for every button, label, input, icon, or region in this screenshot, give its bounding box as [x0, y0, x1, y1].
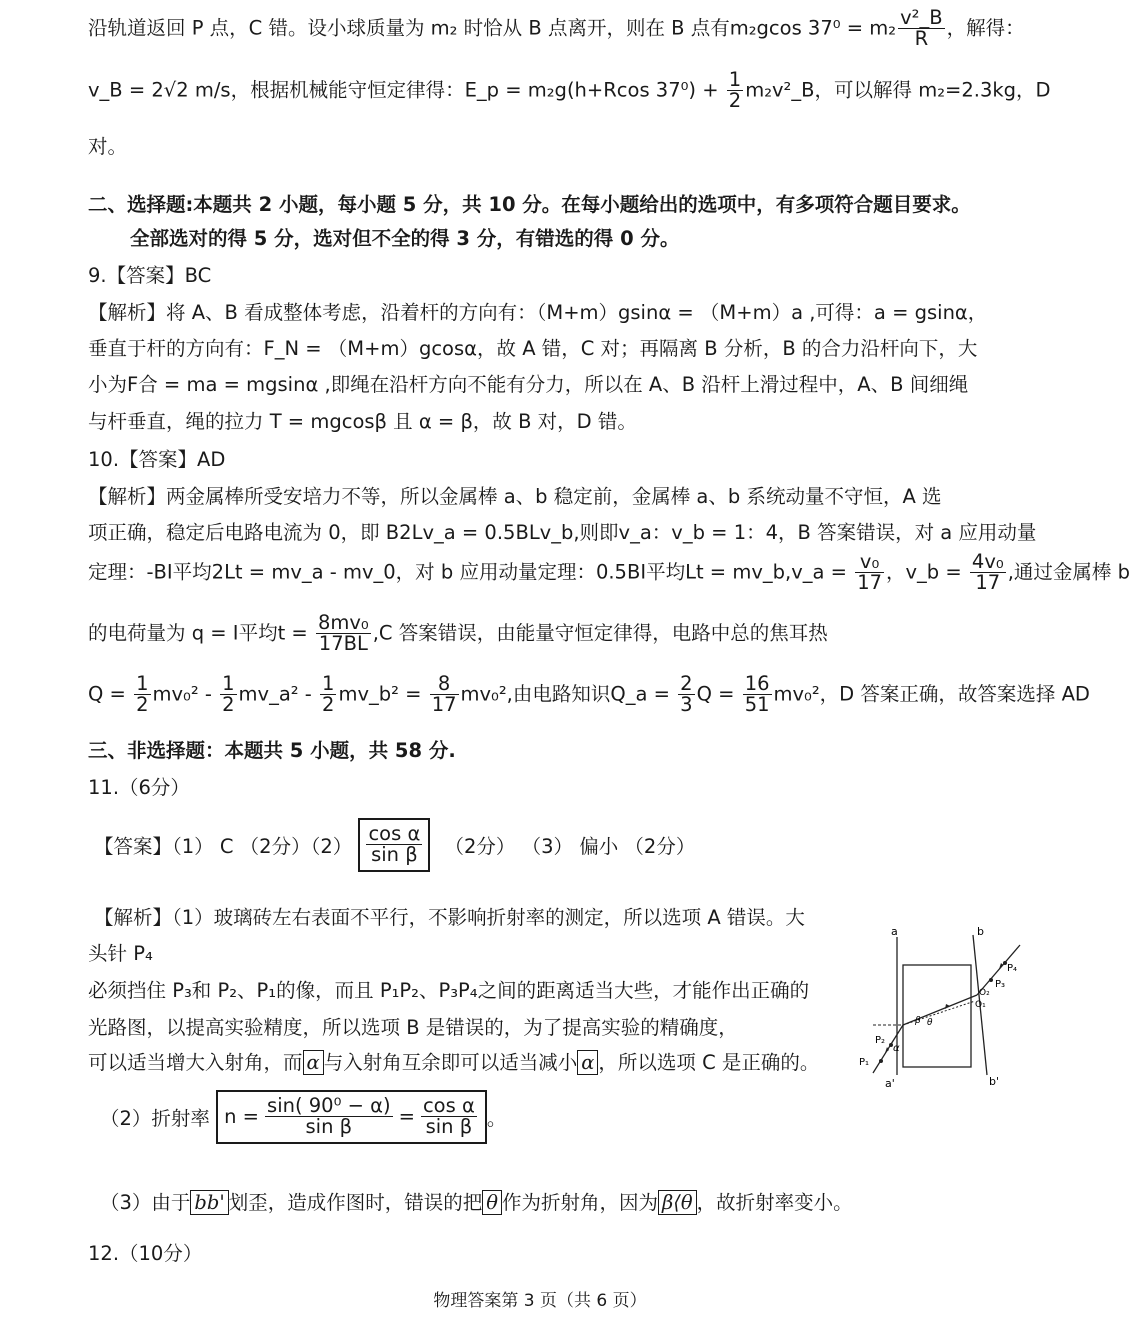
text: v_B = 2√2 m/s，根据机械能守恒定律得：E_p = m₂g(h+Rcos 37⁰) + — [88, 78, 725, 102]
text-line-2 — [88, 70, 1051, 112]
svg-text:P₂: P₂ — [875, 1035, 886, 1046]
text: m₂v²_B，可以解得 m₂=2.3kg，D — [745, 78, 1051, 102]
q10-explain-2: 项正确，稳定后电路电流为 0，即 B2Lv_a = 0.5BLv_b,则即v_a：v_b = 1：4，B 答案错误，对 a 应用动量 — [88, 521, 1037, 544]
boxed-formula: n = $\frac{\text{sin( 90⁰ − α)}}{\text{sin β}}$ = $\frac{\text{cos α}}{\text{sin β}}$ — [216, 1090, 487, 1144]
svg-text:β: β — [915, 1016, 921, 1026]
formula: m₂gcos 37⁰ = m₂ — [729, 16, 897, 40]
fraction: $\frac{\text{v²\_B}}{R}$ — [900, 6, 943, 51]
q11-explain-1: 【解析】（1）玻璃砖左右表面不平行，不影响折射率的测定，所以选项 A 错误。大 — [94, 906, 805, 929]
svg-text:P₃: P₃ — [995, 979, 1006, 990]
refraction-diagram — [855, 925, 1030, 1095]
svg-text:P₁: P₁ — [859, 1057, 870, 1068]
svg-text:θ: θ — [927, 1018, 933, 1028]
svg-text:a': a' — [885, 1077, 895, 1090]
q10-explain-5: Q = $\frac{1}{2}$ mv₀² - $\frac{1}{2}$ mv_a² - $\frac{1}{2}$ mv_b² = $\frac{8}{17}$ mv₀²,由电路知识Q_a = $\frac{2}{3}$ Q = $\frac{16}{51}$ mv₀²，D 答案正确，故答案选择 AD — [88, 672, 1090, 717]
q10-explain-4: 的电荷量为 q = I平均t = $\frac{\text{8mv₀}}{17BL}$ ,C 答案错误，由能量守恒定律得，电路中总的焦耳热 — [88, 611, 828, 656]
section-heading-2: 二、选择题:本题共 2 小题，每小题 5 分，共 10 分。在每小题给出的选项中，有多项符合题目要求。 — [88, 193, 971, 216]
q11-explain-4: 光路图，以提高实验精度，所以选项 B 是错误的，为了提高实验的精确度， — [88, 1016, 738, 1039]
q9-explain-4: 与杆垂直，绳的拉力 T = mgcosβ 且 α = β，故 B 对，D 错。 — [88, 410, 637, 433]
q11-explain-6: （2）折射率 n = $\frac{\text{sin( 90⁰ − α)}}{\text{sin β}}$ = $\frac{\text{cos α}}{\text{sin β}}$ 。 — [100, 1090, 506, 1144]
q9-explain-1: 【解析】将 A、B 看成整体考虑，沿着杆的方向有：（M+m）gsinα = （M+m）a ,可得：a = gsinα， — [88, 301, 988, 324]
text-line-3: 对。 — [88, 135, 128, 158]
svg-text:O₂: O₂ — [979, 988, 990, 998]
q12-title: 12.（10分） — [88, 1242, 203, 1265]
q10-explain-3: 定理：-BI平均2Lt = mv_a - mv_0，对 b 应用动量定理：0.5BI平均Lt = mv_b,v_a = $\frac{\text{v₀}}{17}$ ，v_b = $\frac{\text{4v₀}}{17}$ ,通过金属棒 b — [88, 550, 1130, 595]
svg-text:b': b' — [989, 1075, 1000, 1088]
text: 沿轨道返回 P 点，C 错。设小球质量为 m₂ 时恰从 B 点离开，则在 B 点有 — [88, 16, 730, 40]
svg-text:b: b — [977, 925, 984, 938]
text: ，解得： — [946, 16, 1025, 40]
section-heading-2-cont: 全部选对的得 5 分，选对但不全的得 3 分，有错选的得 0 分。 — [130, 227, 680, 250]
section-heading-3: 三、非选择题：本题共 5 小题，共 58 分. — [88, 739, 456, 762]
text-line-1 — [88, 8, 1025, 50]
q11-explain-5: 可以适当增大入射角，而 α 与入射角互余即可以适当减小 α ，所以选项 C 是正确的。 — [88, 1051, 820, 1074]
q11-explain-2: 头针 P₄ — [88, 942, 153, 965]
q11-explain-7: （3）由于 bb' 划歪，造成作图时，错误的把 θ 作为折射角，因为 β⟨θ ，故折射率变小。 — [100, 1191, 853, 1214]
fraction-half: $\frac{1}{2}$ — [728, 68, 742, 113]
q10-explain-1: 【解析】两金属棒所受安培力不等，所以金属棒 a、b 稳定前，金属棒 a、b 系统动量不守恒，A 选 — [88, 485, 942, 508]
q9-explain-2: 垂直于杆的方向有：F_N = （M+m）gcosα，故 A 错，C 对；再隔离 B 分析，B 的合力沿杆向下，大 — [88, 337, 978, 360]
q11-title: 11.（6分） — [88, 776, 190, 799]
q11-answer: 【答案】（1） C （2分）（2） $\frac{\text{cos α}}{\text{sin β}}$ （2分） （3） 偏小 （2分） — [94, 818, 695, 872]
q10-answer: 10.【答案】AD — [88, 448, 226, 471]
svg-text:P₄: P₄ — [1007, 963, 1018, 974]
q9-explain-3: 小为F合 = ma = mgsinα ,即绳在沿杆方向不能有分力，所以在 A、B 沿杆上滑过程中，A、B 间细绳 — [88, 373, 969, 396]
q9-answer: 9.【答案】BC — [88, 264, 212, 287]
svg-text:a: a — [891, 925, 898, 938]
svg-text:O₁: O₁ — [975, 1000, 986, 1010]
boxed-answer: $\frac{\text{cos α}}{\text{sin β}}$ — [358, 818, 430, 872]
svg-text:α: α — [893, 1043, 900, 1054]
page-footer: 物理答案第 3 页（共 6 页） — [433, 1291, 647, 1311]
q11-explain-3: 必须挡住 P₃和 P₂、P₁的像，而且 P₁P₂、P₃P₄之间的距离适当大些，才能作出正确的 — [88, 979, 810, 1002]
